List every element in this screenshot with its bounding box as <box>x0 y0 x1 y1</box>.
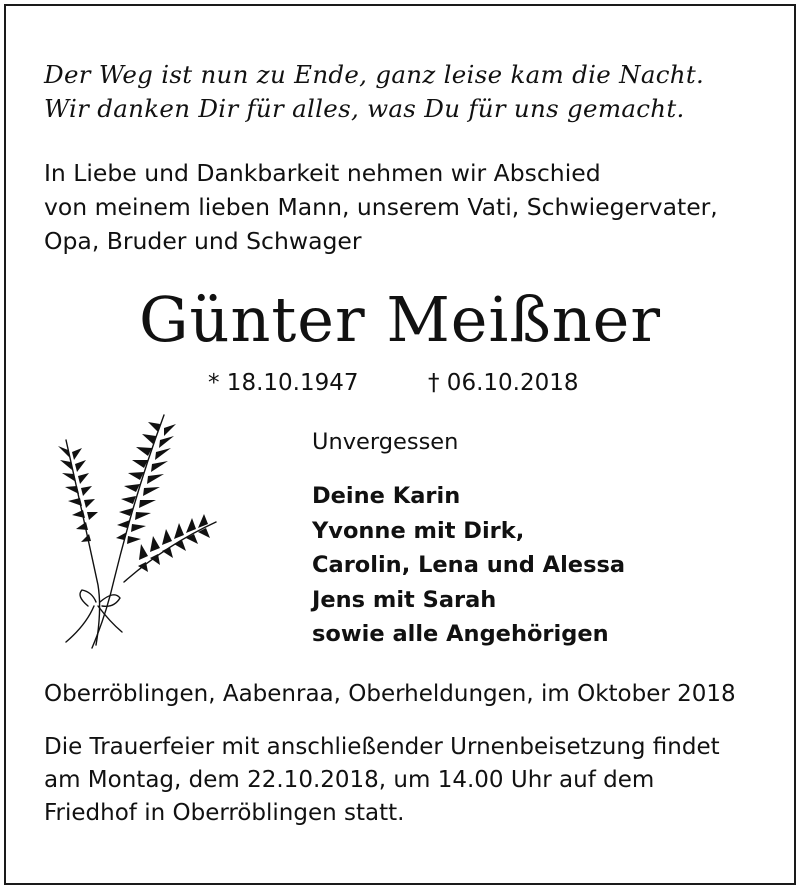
intro-line: In Liebe und Dankbarkeit nehmen wir Abschied <box>44 159 601 187</box>
intro-line: von meinem lieben Mann, unserem Vati, Schwiegervater, <box>44 193 718 221</box>
fern-illustration-icon <box>36 410 236 660</box>
intro-text <box>44 156 774 258</box>
mourners-heading: Unvergessen <box>312 429 459 455</box>
mourner-line: Jens mit Sarah <box>312 586 497 613</box>
poem <box>44 58 764 126</box>
birth-date: * 18.10.1947 <box>208 370 359 396</box>
ceremony-line: Friedhof in Oberröblingen statt. <box>44 800 405 826</box>
intro-line: Opa, Bruder und Schwager <box>44 227 362 255</box>
ceremony-line: Die Trauerfeier mit anschließender Urnenbeisetzung findet <box>44 734 720 760</box>
mourner-line: Carolin, Lena und Alessa <box>312 552 626 578</box>
poem-line: Wir danken Dir für alles, was Du für uns gemacht. <box>44 94 685 123</box>
place-and-date: Oberröblingen, Aabenraa, Oberheldungen, im Oktober 2018 <box>44 681 736 707</box>
mourner-line: sowie alle Angehörigen <box>312 621 609 647</box>
poem-line: Der Weg ist nun zu Ende, ganz leise kam die Nacht. <box>44 60 705 89</box>
ceremony-info <box>44 731 720 830</box>
death-date: † 06.10.2018 <box>428 370 579 396</box>
deceased-name: Günter Meißner <box>138 283 662 356</box>
ceremony-line: am Montag, dem 22.10.2018, um 14.00 Uhr auf dem <box>44 767 655 793</box>
mourner-line: Deine Karin <box>312 483 461 509</box>
mourners-list <box>312 479 625 652</box>
mourner-line: Yvonne mit Dirk, <box>312 517 525 544</box>
